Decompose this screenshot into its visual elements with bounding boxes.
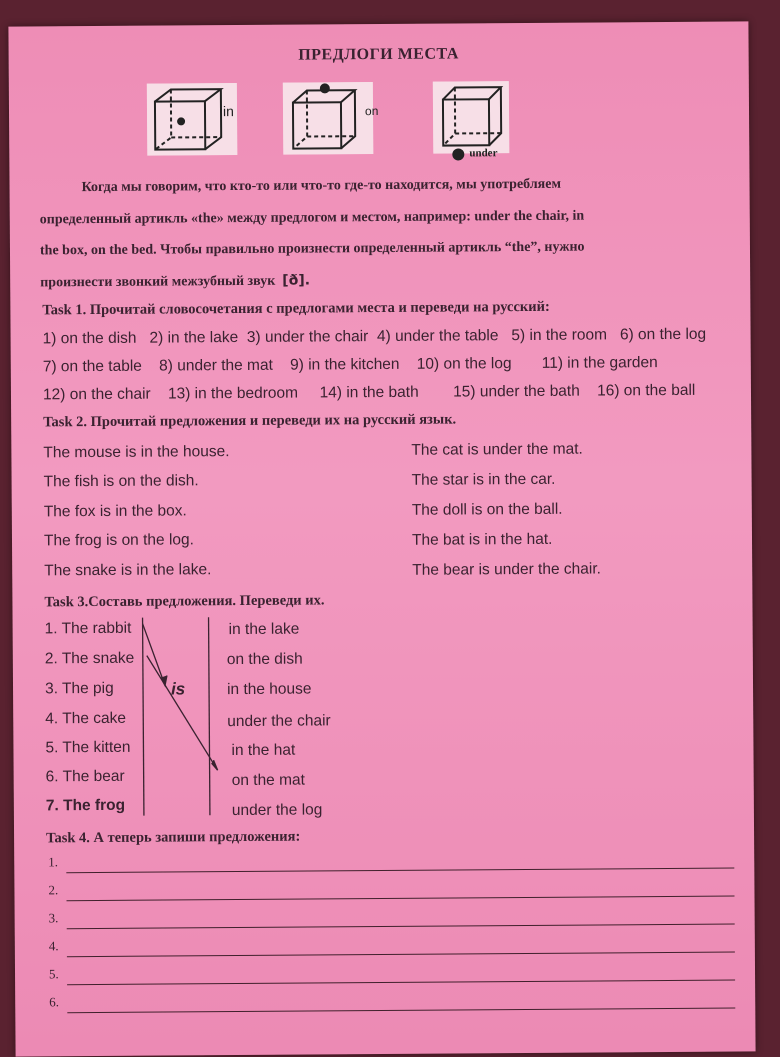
picture-on: [283, 82, 379, 155]
task3-verb: is: [170, 679, 186, 699]
task2-left-3: The fox is in the box.: [43, 502, 187, 521]
label-in: in: [222, 103, 234, 120]
phrase: 12) on the chair: [42, 385, 151, 404]
phrase: 4) under the table: [376, 327, 499, 346]
task3-subject-1: 1. The rabbit: [44, 619, 132, 638]
answer-line-1: [66, 868, 734, 874]
task1-row-3: [43, 382, 695, 405]
task3-place-4: under the chair: [227, 712, 331, 731]
phrase: 14) in the bath: [319, 383, 419, 402]
task1-row-2: [43, 354, 658, 376]
cube-ball-in-icon: [147, 83, 238, 156]
answer-number-3: 3.: [48, 910, 59, 926]
phrase: 13) in the bedroom: [167, 384, 299, 403]
intro-line-1: Когда мы говорим, что кто-то или что-то где-то находится, мы употребляем: [81, 176, 562, 196]
intro-line-3: the box, on the bed. Чтобы правильно произнести определенный артикль “the”, нужно: [39, 239, 585, 259]
task3-place-3: in the house: [226, 680, 312, 699]
task3-place-7: under the log: [231, 801, 323, 820]
task2-right-3: The doll is on the ball.: [411, 500, 563, 519]
phoneme: [ð].: [282, 271, 311, 289]
phrase: 3) under the chair: [246, 328, 369, 346]
picture-under: [433, 81, 510, 160]
answer-line-6: [67, 1008, 735, 1014]
phrase: 10) on the log: [416, 355, 512, 373]
picture-in: [147, 83, 238, 156]
answer-number-5: 5.: [48, 966, 59, 982]
task2-right-4: The bat is in the hat.: [411, 530, 553, 549]
task1-row-1: [43, 326, 707, 349]
phrase: 8) under the mat: [159, 356, 273, 375]
task2-right-5: The bear is under the chair.: [412, 560, 601, 579]
task3-subject-4: 4. The cake: [45, 709, 127, 728]
page-title: ПРЕДЛОГИ МЕСТА: [298, 45, 460, 64]
phrase: 15) under the bath: [453, 382, 580, 401]
answer-line-5: [67, 980, 735, 986]
task3-subject-3: 3. The pig: [44, 679, 114, 698]
cube-ball-on-icon: [283, 82, 374, 155]
intro-line-4-text: произнести звонкий межзубный звук: [40, 273, 276, 290]
phrase: 5) in the room: [511, 326, 608, 345]
answer-line-4: [67, 952, 735, 958]
task4-heading: Task 4. А теперь запиши предложения:: [46, 828, 301, 847]
label-on: on: [364, 104, 379, 119]
task2-left-1: The mouse is in the house.: [43, 443, 230, 462]
task3-subject-7: 7. The frog: [45, 796, 126, 815]
intro-line-4: [40, 262, 730, 298]
preposition-pictures: [147, 81, 568, 174]
answer-line-2: [67, 896, 735, 902]
phrase: 2) in the lake: [149, 328, 239, 347]
answer-line-3: [67, 924, 735, 930]
phrase: 16) on the ball: [597, 381, 696, 400]
task3-subject-5: 5. The kitten: [45, 738, 131, 757]
intro-line-2: определенный артикль «the» между предлогом и местом, например: under the chair, in: [39, 208, 585, 227]
task3-subject-6: 6. The bear: [45, 767, 125, 786]
phrase: 6) on the log: [619, 325, 707, 344]
intro-paragraph: [39, 168, 730, 299]
task2-left-2: The fish is on the dish.: [43, 472, 199, 491]
phrase: 9) in the kitchen: [290, 355, 400, 374]
task2-left-5: The snake is in the lake.: [44, 561, 212, 580]
phrase: 1) on the dish: [42, 329, 137, 348]
task2-heading: Task 2. Прочитай предложения и переведи их на русский язык.: [43, 411, 457, 431]
answer-number-6: 6.: [49, 994, 60, 1010]
task2-right-1: The cat is under the mat.: [411, 440, 583, 459]
answer-number-1: 1.: [48, 854, 59, 870]
task2-left-4: The frog is on the log.: [43, 531, 194, 550]
cube-ball-under-icon: [433, 81, 510, 154]
task3-heading: Task 3.Составь предложения. Переведи их.: [44, 592, 325, 611]
answer-number-4: 4.: [48, 938, 59, 954]
ball-icon: [451, 147, 465, 161]
answer-number-2: 2.: [48, 882, 59, 898]
task3-place-5: in the hat: [231, 741, 296, 760]
task2-right-2: The star is in the car.: [411, 470, 556, 489]
task1-heading: Task 1. Прочитай словосочетания с предлогами места и переведи на русский:: [42, 298, 550, 319]
phrase: 11) in the garden: [541, 354, 658, 372]
label-under: under: [469, 147, 498, 160]
task3-subject-2: 2. The snake: [44, 649, 135, 668]
task3-place-6: on the mat: [231, 771, 305, 790]
task3-place-2: on the dish: [226, 650, 303, 669]
worksheet: [8, 21, 755, 1056]
phrase: 7) on the table: [42, 357, 142, 376]
task3-place-1: in the lake: [228, 620, 300, 639]
